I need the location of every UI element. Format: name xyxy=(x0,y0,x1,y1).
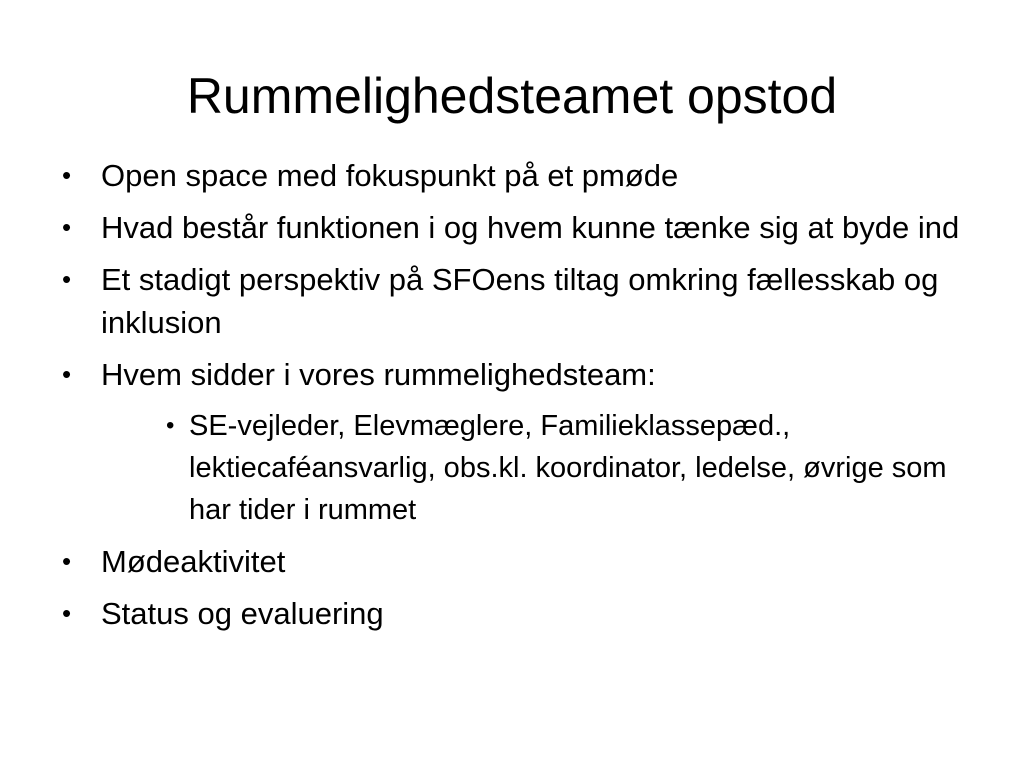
bullet-list xyxy=(62,154,972,644)
bullet-icon: • xyxy=(62,598,72,628)
bullet-item xyxy=(62,540,972,583)
bullet-icon: • xyxy=(62,546,72,576)
bullet-icon: • xyxy=(62,359,72,389)
bullet-text: Et stadigt perspektiv på SFOens tiltag omkring fællesskab og inklusion xyxy=(101,262,939,340)
sub-bullet-text: SE-vejleder, Elevmæglere, Familieklassepæd., lektiecaféansvarlig, obs.kl. koordinator, ledelse, øvrige som har tider i rummet xyxy=(189,410,947,526)
bullet-item xyxy=(62,258,972,344)
bullet-text: Open space med fokuspunkt på et pmøde xyxy=(101,158,679,193)
bullet-item xyxy=(62,353,972,396)
bullet-icon: • xyxy=(62,160,72,190)
slide-title: Rummelighedsteamet opstod xyxy=(186,68,838,124)
bullet-item xyxy=(62,154,972,197)
bullet-text: Status og evaluering xyxy=(101,596,384,631)
bullet-item xyxy=(62,206,972,249)
bullet-icon: • xyxy=(62,212,72,242)
bullet-icon: • xyxy=(166,412,175,439)
bullet-icon: • xyxy=(62,264,72,294)
sub-bullet-item xyxy=(62,405,972,531)
bullet-text: Hvem sidder i vores rummelighedsteam: xyxy=(101,357,656,392)
bullet-text: Hvad består funktionen i og hvem kunne tænke sig at byde ind xyxy=(101,210,960,245)
bullet-text: Mødeaktivitet xyxy=(101,544,286,579)
bullet-item xyxy=(62,592,972,635)
